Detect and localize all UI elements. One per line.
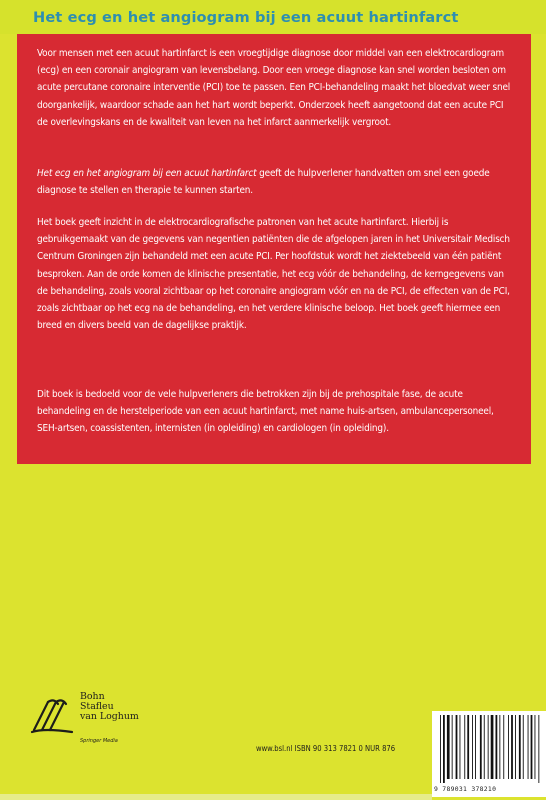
barcode-bar: [508, 715, 509, 779]
barcode-bar: [496, 715, 498, 779]
publisher-name-line-2: Stafleu: [80, 701, 114, 713]
barcode-bar: [531, 715, 533, 779]
barcode-bar: [475, 715, 476, 779]
barcode-bar: [528, 715, 529, 779]
bottom-strip: [0, 794, 432, 800]
barcode-bar: [515, 715, 516, 779]
barcode-bar: [456, 715, 458, 779]
barcode-bars-icon: [432, 711, 546, 785]
barcode-bar: [503, 715, 504, 779]
publisher-logo: [28, 688, 178, 748]
barcode-bar: [447, 715, 450, 779]
barcode-bar: [443, 715, 445, 783]
barcode-bar: [535, 715, 536, 779]
barcode-number: 9 789031 378210: [434, 785, 497, 793]
description-panel: [17, 34, 531, 464]
barcode-bar: [467, 715, 469, 779]
description-paragraph-4: Dit boek is bedoeld voor de vele hulpverleners die betrokken zijn bij de prehospitale fase, de acute behandeling en de herstelperiode van een acuut hartinfarct, met name huis-artsen, ambulancepersoneel, SEH-artsen, coassistenten, internisten (in opleiding) en cardiologen (in opleiding).: [37, 389, 494, 435]
barcode-bar: [499, 715, 500, 779]
barcode-bar: [484, 715, 485, 779]
barcode-bar: [538, 715, 539, 783]
description-paragraph-3: Het boek geeft inzicht in de elektrocardiografische patronen van het acute hartinfarct. Hierbij is gebruikgemaakt van de gegevens van negentien patiënten die de afgelopen jaren in het Universitair Medisch Centrum Groningen zijn behandeld met een acute PCI. Per hoofdstuk wordt het ziektebeeld van één patiënt besproken. Aan de orde komen de klinische presentatie, het ecg vóór de behandeling, de kerngegevens van de behandeling, zoals vooral zichtbaar op het coronaire angiogram vóór en na de PCI, de effecten van de PCI, zoals zichtbaar op het ecg na de behandeling, en het verdere klinische beloop. Het boek geeft hiermee een breed en divers beeld van de dagelijkse praktijk.: [37, 217, 510, 332]
barcode-bar: [480, 715, 482, 779]
barcode-bar: [519, 715, 521, 779]
barcode-bar: [464, 715, 465, 779]
barcode-bar: [460, 715, 461, 779]
description-paragraph-1: Voor mensen met een acuut hartinfarct is een vroegtijdige diagnose door middel van een elektrocardiogram (ecg) en een coronair angiogram van levensbelang. Door een vroege diagnose kan snel worden besloten om acute percutane coronaire interventie (PCI) toe te passen. Een PCI-behandeling maakt het bloedvat weer snel doorgankelijk, waardoor schade aan het hart wordt beperkt. Onderzoek heeft aangetoond dat een acute PCI de overlevingskans en de kwaliteit van leven na het infarct aanmerkelijk vergroot.: [37, 48, 511, 128]
paragraph-2-text: geeft de hulpverlener handvatten om snel een goede diagnose te stellen en therapie te kunnen starten.: [37, 168, 490, 197]
isbn-line: www.bsl.nl ISBN 90 313 7821 0 NUR 876: [256, 744, 396, 753]
publisher-name-line-1: Bohn: [80, 691, 105, 702]
publisher-subline: Springer Media: [80, 738, 118, 744]
barcode-bar: [511, 715, 513, 779]
barcode-bar: [491, 715, 494, 779]
publisher-mark-icon: [28, 694, 78, 738]
barcode-bar: [440, 715, 441, 783]
description-paragraph-2: [37, 165, 512, 199]
barcode-bar: [488, 715, 489, 779]
publisher-name: [80, 692, 139, 723]
barcode-bar: [523, 715, 524, 779]
publisher-name-line-3: van Loghum: [80, 711, 139, 723]
barcode-bar: [452, 715, 453, 779]
barcode: [432, 711, 546, 797]
book-title: Het ecg en het angiogram bij een acuut hartinfarct: [33, 9, 459, 26]
barcode-bar: [472, 715, 473, 779]
italic-book-title: Het ecg en het angiogram bij een acuut hartinfarct: [37, 168, 257, 179]
